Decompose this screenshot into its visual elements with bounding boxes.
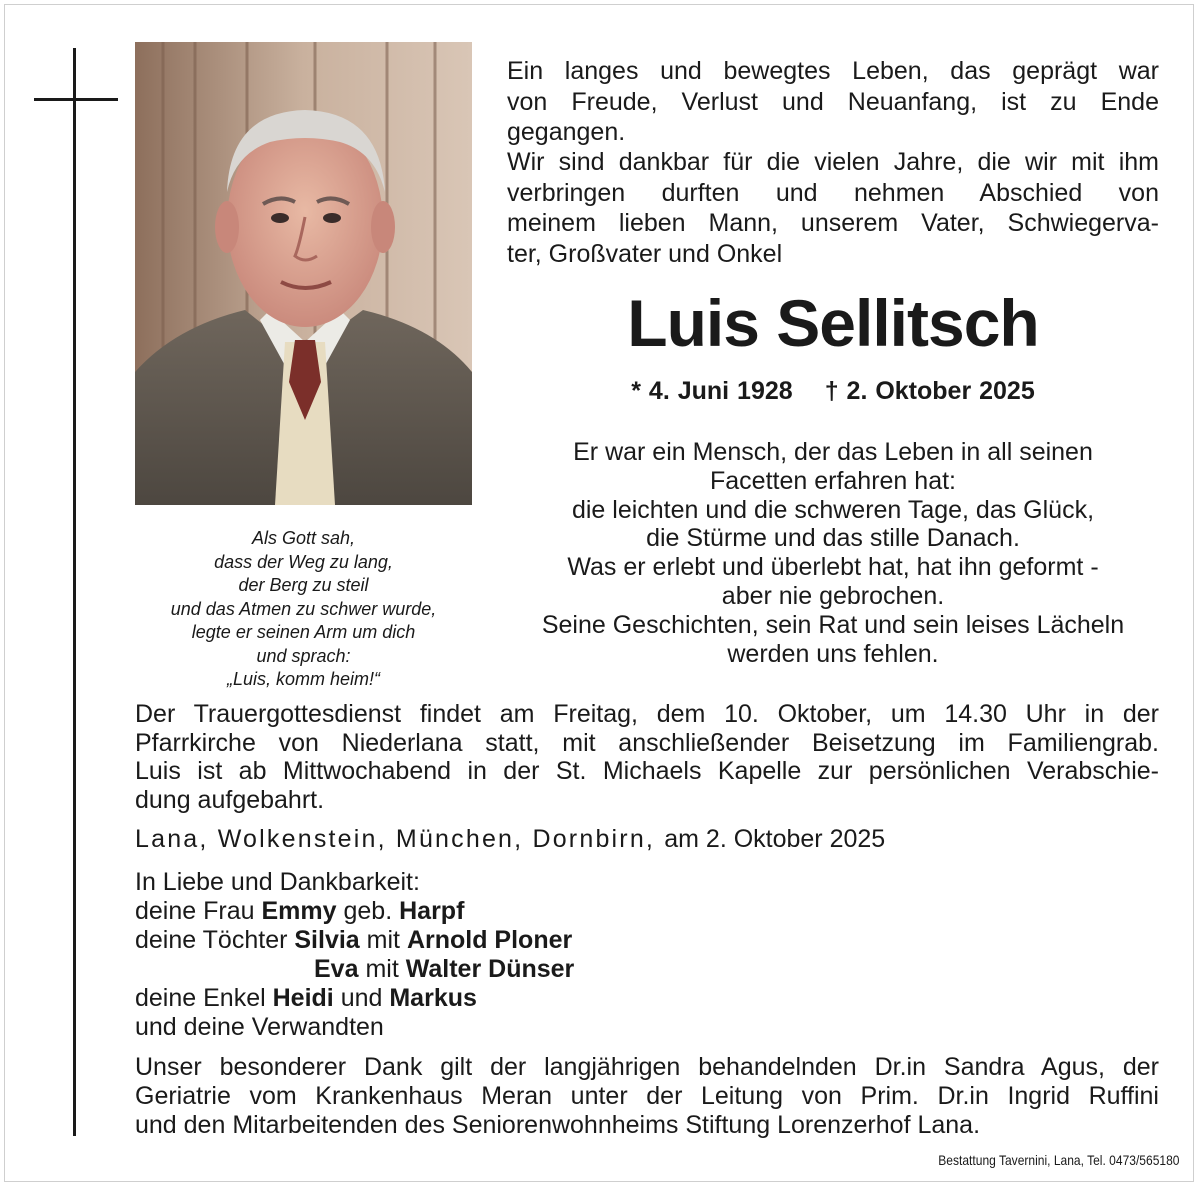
place-and-date	[135, 824, 885, 854]
funeral-service-info	[135, 700, 1159, 814]
intro-line: Ein langes und bewegtes Leben, das geprägt war	[507, 57, 1159, 85]
thanks-line: und den Mitarbeitenden des Seniorenwohnheims Stiftung Lorenzerhof Lana.	[135, 1111, 981, 1139]
family-label: mit	[365, 955, 399, 983]
tribute-text	[507, 438, 1159, 668]
partner-name: Arnold Ploner	[406, 926, 573, 954]
life-dates	[507, 374, 1159, 408]
cross-icon-horizontal-bar	[34, 98, 118, 101]
wife-maiden-name: Harpf	[399, 897, 465, 925]
family-label: mit	[366, 926, 400, 954]
tribute-line: die Stürme und das stille Danach.	[646, 524, 1020, 553]
family-grandchildren	[135, 984, 574, 1013]
partner-name: Walter Dünser	[405, 955, 575, 983]
family-label: deine Frau	[135, 897, 255, 925]
poem-line: legte er seinen Arm um dich	[191, 622, 416, 642]
tribute-line: die leichten und die schweren Tage, das Glück,	[571, 495, 1095, 524]
death-date: † 2. Oktober 2025	[824, 377, 1035, 405]
daughter-name: Silvia	[294, 926, 360, 954]
poem-line: der Berg zu steil	[238, 575, 369, 595]
tribute-line: werden uns fehlen.	[727, 639, 939, 668]
grandchild-name: Markus	[389, 984, 477, 1012]
family-list	[135, 868, 574, 1042]
family-label: geb.	[343, 897, 393, 925]
intro-line: Wir sind dankbar für die vielen Jahre, die wir mit ihm	[507, 148, 1159, 176]
deceased-name: Luis Sellitsch	[627, 286, 1039, 360]
wife-name: Emmy	[261, 897, 337, 925]
tribute-line: Was er erlebt und überlebt hat, hat ihn geformt -	[567, 553, 1099, 582]
cross-icon-vertical-bar	[73, 48, 76, 1136]
tribute-line: Er war ein Mensch, der das Leben in all seinen	[573, 438, 1093, 466]
family-label: deine Töchter	[135, 926, 288, 954]
acknowledgements	[135, 1053, 1159, 1140]
poem-line: und sprach:	[256, 645, 351, 666]
intro-paragraph-1	[507, 56, 1159, 148]
intro-line: ter, Großvater und Onkel	[507, 239, 783, 268]
poem-line: dass der Weg zu lang,	[214, 551, 393, 572]
poem-line: und das Atmen zu schwer wurde,	[170, 598, 437, 619]
intro-paragraph-2	[507, 147, 1159, 269]
service-line: dung aufgebahrt.	[135, 785, 325, 814]
family-wife	[135, 897, 574, 926]
tribute-line: Seine Geschichten, sein Rat und sein leises Lächeln	[541, 610, 1125, 639]
service-line: Luis ist ab Mittwochabend in der St. Michaels Kapelle zur persönlichen Verabschie-	[135, 757, 1159, 785]
thanks-line: Geriatrie vom Krankenhaus Meran unter der Leitung von Prim. Dr.in Ingrid Ruffini	[135, 1082, 1159, 1110]
intro-line: meinem lieben Mann, unserem Vater, Schwiegerva-	[507, 209, 1159, 237]
portrait-photo	[135, 42, 472, 505]
tribute-line: Facetten erfahren hat:	[710, 466, 956, 495]
poem-line: Als Gott sah,	[251, 528, 356, 548]
poem	[135, 527, 472, 692]
intro-line: verbringen durften und nehmen Abschied von	[507, 178, 1159, 207]
grandchild-name: Heidi	[272, 984, 334, 1012]
tribute-line: aber nie gebrochen.	[721, 581, 945, 610]
undertaker-credit: Bestattung Tavernini, Lana, Tel. 0473/565180	[937, 1152, 1179, 1168]
family-daughter-1	[135, 926, 574, 955]
family-label: deine Enkel	[135, 984, 266, 1012]
family-intro: In Liebe und Dankbarkeit:	[135, 868, 420, 896]
intro-line: von Freude, Verlust und Neuanfang, ist zu Ende	[507, 87, 1159, 116]
thanks-line: Unser besonderer Dank gilt der langjährigen behandelnden Dr.in Sandra Agus, der	[135, 1053, 1159, 1081]
birth-date: * 4. Juni 1928	[631, 377, 793, 405]
daughter-name: Eva	[314, 955, 359, 983]
poem-line: „Luis, komm heim!“	[226, 669, 381, 689]
notice-date: am 2. Oktober 2025	[664, 825, 886, 853]
family-relatives: und deine Verwandten	[135, 1013, 384, 1041]
service-line: Pfarrkirche von Niederlana statt, mit anschließender Beisetzung im Familiengrab.	[135, 728, 1159, 757]
places: Lana, Wolkenstein, München, Dornbirn,	[135, 825, 656, 853]
family-daughter-2	[135, 955, 574, 984]
service-line: Der Trauergottesdienst findet am Freitag, dem 10. Oktober, um 14.30 Uhr in der	[135, 700, 1159, 728]
family-label: und	[340, 984, 383, 1012]
intro-line: gegangen.	[507, 118, 626, 146]
